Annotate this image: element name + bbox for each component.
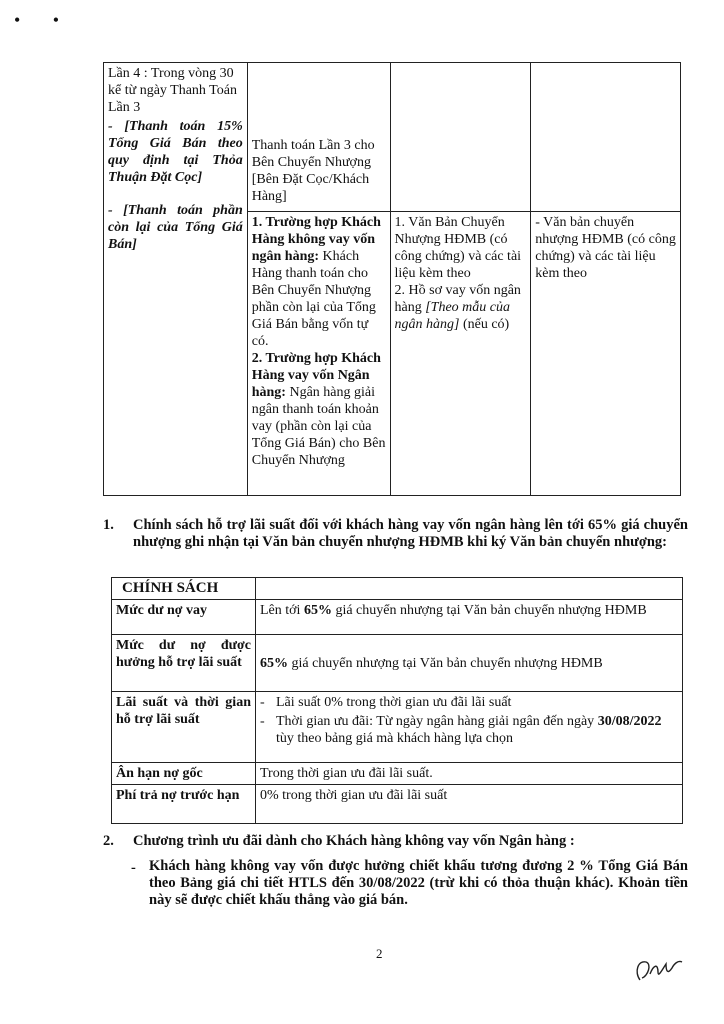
stage-item-2: - [Thanh toán phần còn lại của Tổng Giá Bán] xyxy=(108,203,243,252)
row1-col2-cell xyxy=(247,63,390,212)
row-label-loan-balance: Mức dư nợ vay xyxy=(112,600,256,635)
section-2-heading: Chương trình ưu đãi dành cho Khách hàng không vay vốn Ngân hàng : xyxy=(133,833,575,849)
interest-bullet-1: Lãi suất 0% trong thời gian ưu đãi lãi suất xyxy=(275,695,512,710)
page-number: 2 xyxy=(376,946,383,961)
section-2 xyxy=(103,833,688,909)
case1-title: 1. Trường hợp Khách Hàng không vay vốn ngân hàng: xyxy=(251,215,381,264)
section-1 xyxy=(103,517,688,551)
row1-col3-cell xyxy=(390,63,531,212)
docs-item-2: 2. Hồ sơ vay vốn ngân hàng [Theo mẫu của ngân hàng] (nếu có) xyxy=(394,283,521,332)
section-1-heading: Chính sách hỗ trợ lãi suất đối với khách hàng vay vốn ngân hàng lên tới 65% giá chuyển nhượng ghi nhận tại Văn bản chuyển nhượng HĐMB khi ký Văn bản chuyển nhượng: xyxy=(133,517,688,550)
case2-text: Ngân hàng giải ngân thanh toán khoản vay (phần còn lại của Tổng Giá Bán) cho Bên Chuyển Nhượng xyxy=(251,385,386,468)
col4-text: - Văn bản chuyển nhượng HĐMB (có công chứng) và các tài liệu kèm theo xyxy=(535,215,676,281)
table-row xyxy=(112,635,683,692)
process-cell xyxy=(247,212,390,496)
policy-header-blank xyxy=(255,578,682,600)
scan-marks: • • xyxy=(14,10,74,30)
policy-header: CHÍNH SÁCH xyxy=(112,578,256,600)
row-label-grace: Ân hạn nợ gốc xyxy=(112,763,256,785)
section-2-dash: - xyxy=(131,860,136,876)
row1-col4-cell xyxy=(531,63,681,212)
table-row xyxy=(112,763,683,785)
row-value-supported-balance: 65% giá chuyển nhượng tại Văn bản chuyển nhượng HĐMB xyxy=(255,635,682,692)
interest-policy-table xyxy=(111,577,683,824)
table-row xyxy=(112,692,683,763)
docs-item-1: 1. Văn Bản Chuyển Nhượng HĐMB (có công chứng) và các tài liệu kèm theo xyxy=(394,215,522,281)
documents-cell xyxy=(390,212,531,496)
row-label-supported-balance: Mức dư nợ được hưởng hỗ trợ lãi suất xyxy=(112,635,256,692)
case2-title: 2. Trường hợp Khách Hàng vay vốn Ngân hàng: xyxy=(251,351,381,400)
stage-label: Lần 4 : Trong vòng 30 kể từ ngày Thanh Toán Lần 3 xyxy=(108,66,237,115)
stage-item-1: - [Thanh toán 15% Tổng Giá Bán theo quy định tại Thỏa Thuận Đặt Cọc] xyxy=(108,119,243,185)
row-value-prepayment-fee: 0% trong thời gian ưu đãi lãi suất xyxy=(255,785,682,824)
row-value-loan-balance: Lên tới 65% giá chuyển nhượng tại Văn bản chuyển nhượng HĐMB xyxy=(255,600,682,635)
row-value-interest-period: - Lãi suất 0% trong thời gian ưu đãi lãi suất - Thời gian ưu đãi: Từ ngày ngân hàng giải ngân đến ngày 30/08/2022 tùy theo bảng giá mà khách hàng lựa chọn xyxy=(255,692,682,763)
stage-cell xyxy=(104,63,248,496)
table-row xyxy=(112,578,683,600)
table-row xyxy=(112,785,683,824)
table-row xyxy=(104,63,681,212)
row-label-prepayment-fee: Phí trả nợ trước hạn xyxy=(112,785,256,824)
section-2-number: 2. xyxy=(103,833,114,849)
section-2-body: Khách hàng không vay vốn được hưởng chiết khấu tương đương 2 % Tổng Giá Bán theo Bảng giá chi tiết HTLS đến 30/08/2022 (trừ khi có thỏa thuận khác). Khoản tiền này sẽ được chiết khấu thẳng vào giá bán. xyxy=(149,858,688,908)
col4-cell xyxy=(531,212,681,496)
row-label-interest-period: Lãi suất và thời gian hỗ trợ lãi suất xyxy=(112,692,256,763)
case1-text: Khách Hàng thanh toán cho Bên Chuyển Nhượng phần còn lại của Tổng Giá Bán bằng vốn tự có. xyxy=(251,249,376,349)
row-value-grace: Trong thời gian ưu đãi lãi suất. xyxy=(255,763,682,785)
signature-initials-icon xyxy=(630,950,690,990)
section-1-number: 1. xyxy=(103,517,114,533)
payment-schedule-table xyxy=(103,62,681,496)
table-row xyxy=(112,600,683,635)
row1-col2-text: Thanh toán Lần 3 cho Bên Chuyển Nhượng [Bên Đặt Cọc/Khách Hàng] xyxy=(251,138,375,204)
interest-bullet-2: Thời gian ưu đãi: Từ ngày ngân hàng giải ngân đến ngày 30/08/2022 tùy theo bảng giá mà khách hàng lựa chọn xyxy=(275,714,662,746)
